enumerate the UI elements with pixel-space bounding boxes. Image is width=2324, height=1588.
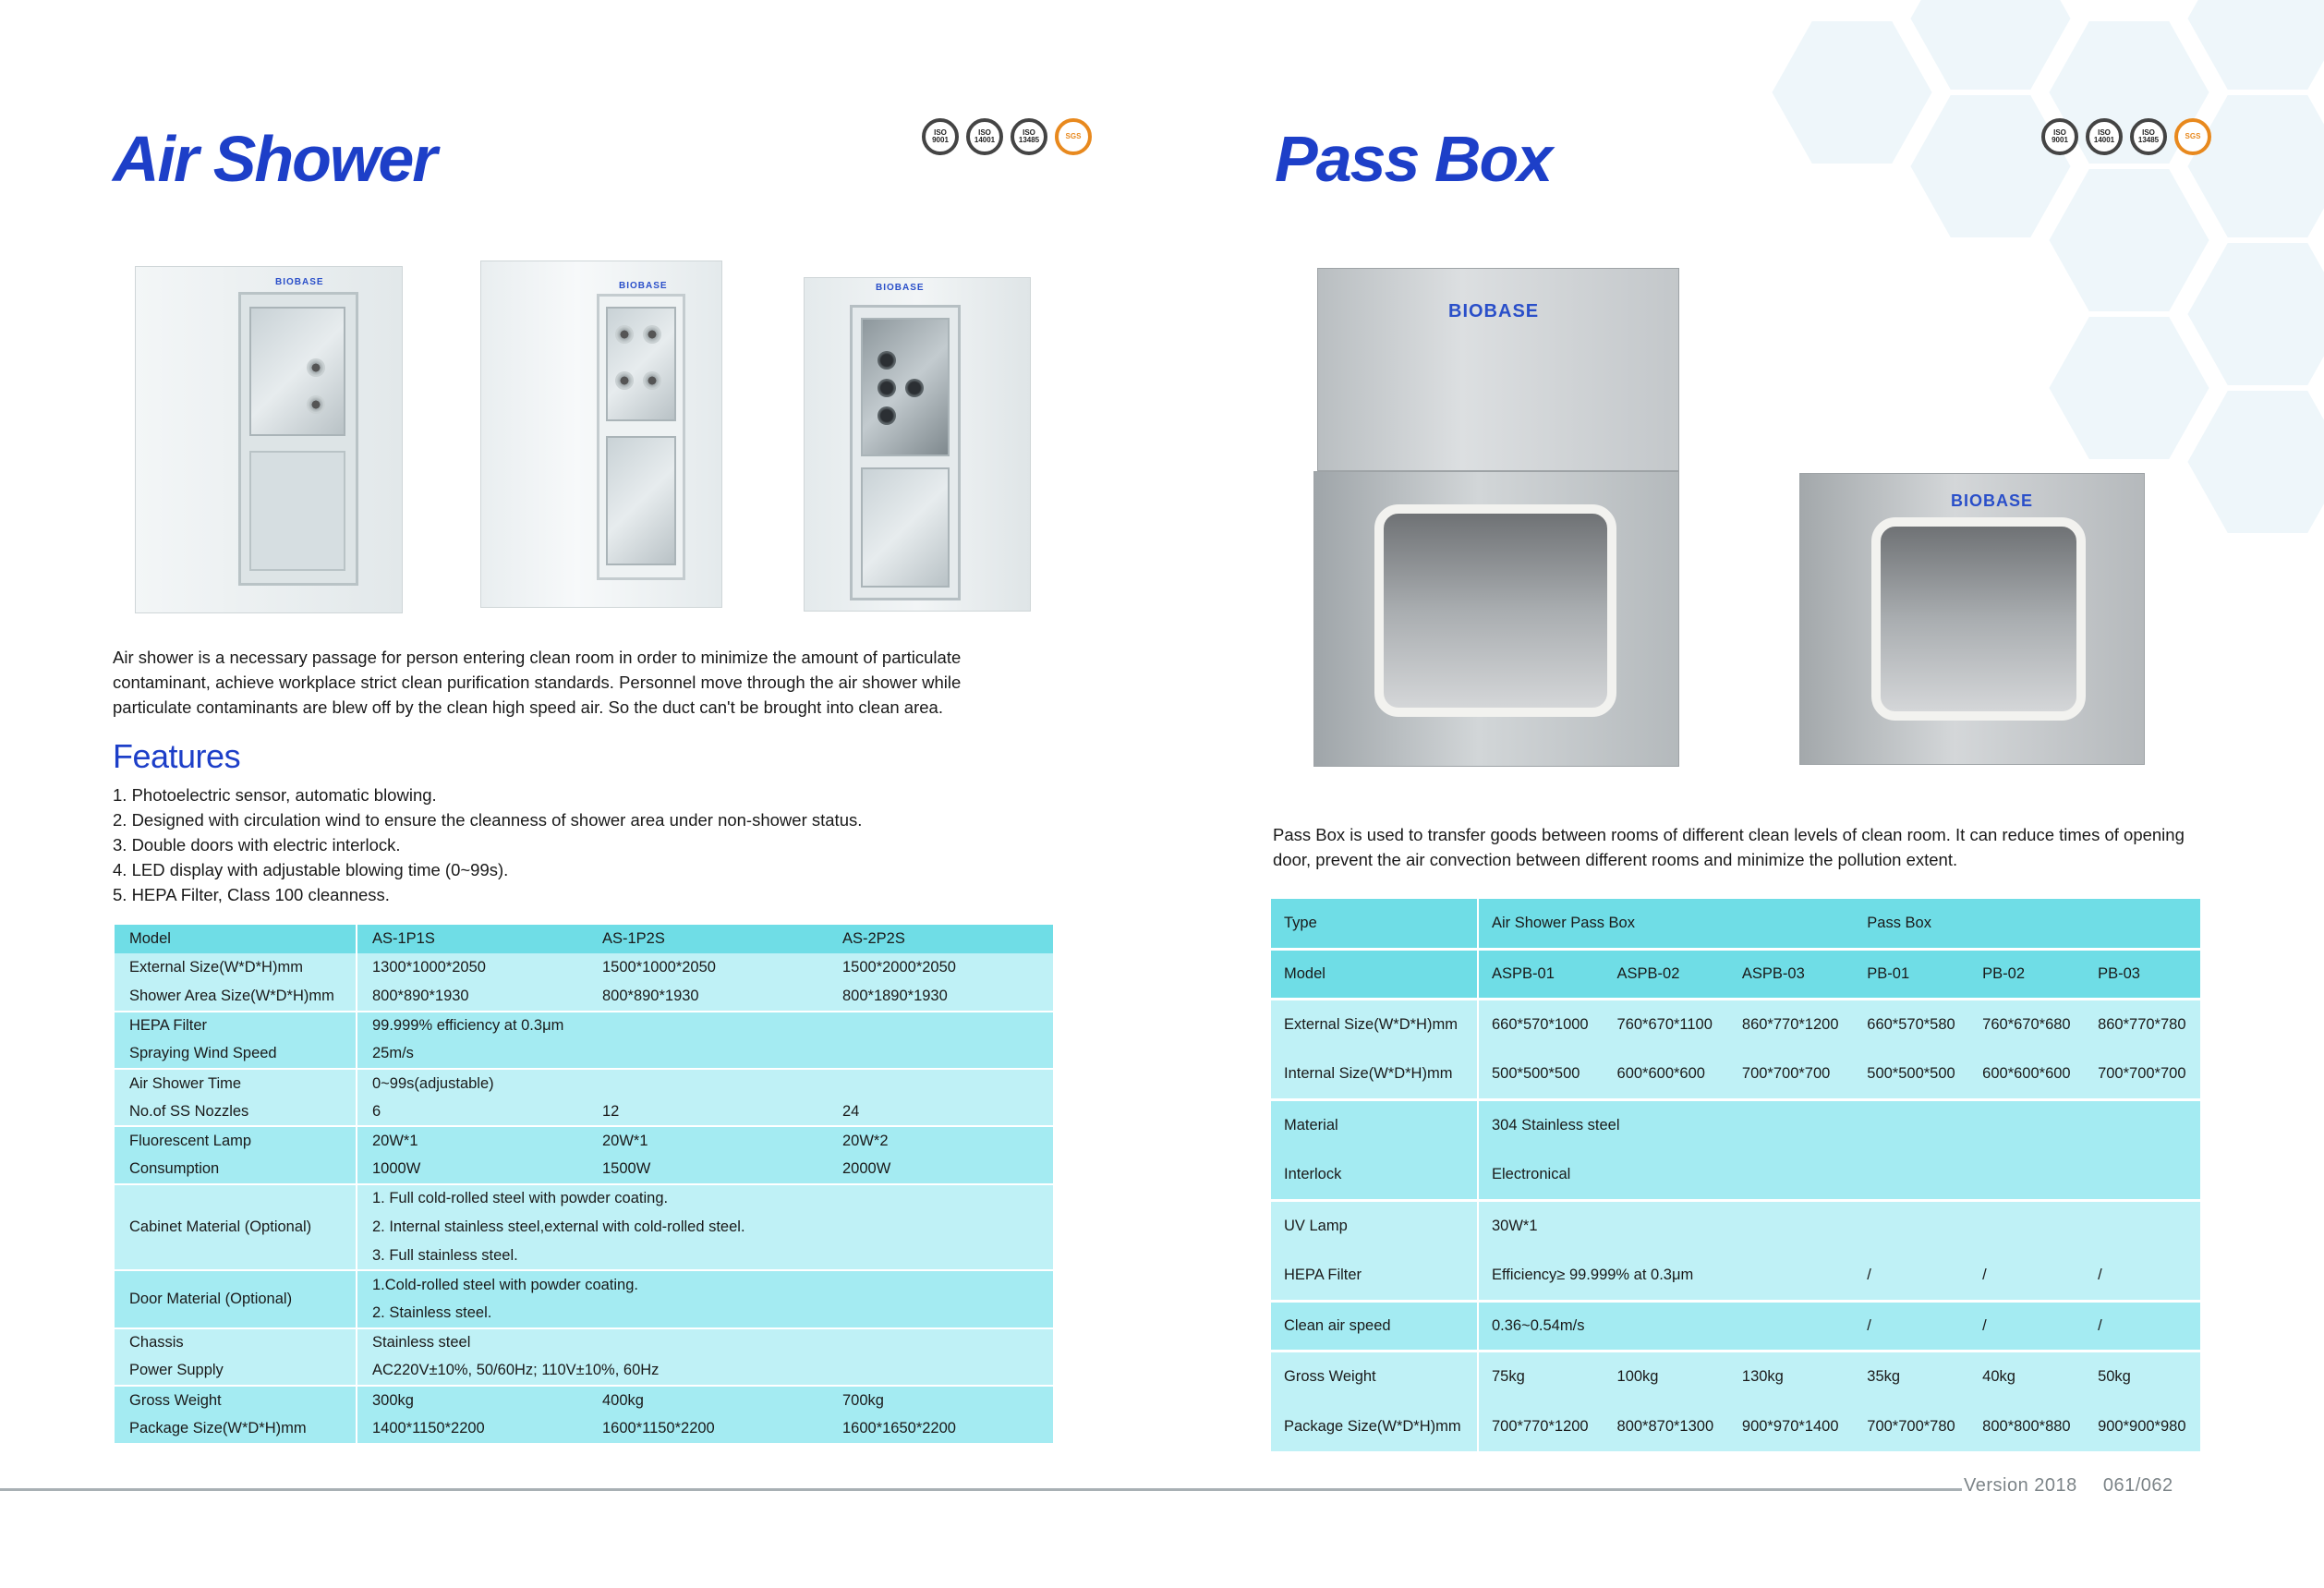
table-row [115, 982, 1053, 1011]
table-cell: 800*890*1930 [587, 982, 828, 1011]
table-cell: / [1854, 1251, 1969, 1301]
pass-box-description: Pass Box is used to transfer goods between rooms of different clean levels of clean room. It can reduce times of opening door, prevent the air convection between different rooms and minimize the pollution extent. [1273, 825, 2185, 869]
table-row [115, 1012, 1053, 1040]
table-cell: Shower Area Size(W*D*H)mm [115, 982, 357, 1011]
brand-logo: BIOBASE [1951, 491, 2034, 510]
iso-13485-badge: ISO 13485 [1011, 118, 1047, 155]
table-row [115, 1069, 1053, 1097]
table-cell: 1500*2000*2050 [828, 953, 1053, 982]
air-shower-pass-box-image [1313, 268, 1679, 767]
page-numbers: 061/062 [2102, 1475, 2173, 1496]
table-cell: Efficiency≥ 99.999% at 0.3μm [1478, 1251, 1854, 1301]
table-row [115, 1386, 1053, 1414]
table-cell: UV Lamp [1271, 1200, 1478, 1250]
features-list [113, 782, 862, 907]
footer-divider [0, 1488, 1962, 1491]
pass-box-spec-table [1271, 899, 2200, 1451]
table-cell: 3. Full stainless steel. [357, 1242, 1053, 1270]
table-row [115, 1328, 1053, 1357]
table-row [115, 1156, 1053, 1184]
table-cell: Package Size(W*D*H)mm [1271, 1401, 1478, 1451]
table-row [1271, 1301, 2200, 1351]
sgs-badge: SGS [2174, 118, 2211, 155]
table-cell: 500*500*500 [1854, 1049, 1969, 1099]
table-cell: PB-03 [2085, 949, 2200, 999]
brand-logo: BIOBASE [275, 277, 324, 287]
table-cell: 660*570*580 [1854, 1000, 1969, 1049]
list-item: 4. LED display with adjustable blowing time (0~99s). [113, 860, 509, 879]
table-cell: 700*700*700 [2085, 1049, 2200, 1099]
table-cell: Type [1271, 899, 1478, 949]
table-cell: HEPA Filter [115, 1012, 357, 1040]
list-item: 1. Photoelectric sensor, automatic blowing. [113, 785, 437, 805]
table-cell: Gross Weight [1271, 1352, 1478, 1401]
table-cell: 700*700*780 [1854, 1401, 1969, 1451]
table-cell: No.of SS Nozzles [115, 1097, 357, 1126]
table-row [1271, 1049, 2200, 1099]
table-cell: Fluorescent Lamp [115, 1126, 357, 1155]
table-cell: AS-2P2S [828, 925, 1053, 953]
table-row [115, 953, 1053, 982]
table-row [1271, 1251, 2200, 1301]
table-cell: 760*670*1100 [1604, 1000, 1729, 1049]
table-cell: / [1969, 1301, 2085, 1351]
table-cell: Chassis [115, 1328, 357, 1357]
brand-logo: BIOBASE [619, 281, 668, 291]
table-row [1271, 1352, 2200, 1401]
table-cell: Power Supply [115, 1357, 357, 1386]
table-cell: 800*870*1300 [1604, 1401, 1729, 1451]
air-shower-image-2 [480, 261, 722, 608]
table-cell: Internal Size(W*D*H)mm [1271, 1049, 1478, 1099]
table-cell: ASPB-01 [1478, 949, 1604, 999]
table-cell: 800*1890*1930 [828, 982, 1053, 1011]
table-cell: 304 Stainless steel [1478, 1100, 2200, 1150]
table-cell: AS-1P2S [587, 925, 828, 953]
air-shower-spec-table [115, 925, 1053, 1443]
table-cell: 860*770*780 [2085, 1000, 2200, 1049]
table-row [1271, 1000, 2200, 1049]
table-cell: Spraying Wind Speed [115, 1040, 357, 1069]
table-cell: 300kg [357, 1386, 587, 1414]
table-cell: Stainless steel [357, 1328, 1053, 1357]
table-cell: 2. Stainless steel. [357, 1299, 1053, 1327]
table-cell: 900*900*980 [2085, 1401, 2200, 1451]
table-cell: Consumption [115, 1156, 357, 1184]
table-cell: 660*570*1000 [1478, 1000, 1604, 1049]
table-cell: AC220V±10%, 50/60Hz; 110V±10%, 60Hz [357, 1357, 1053, 1386]
certification-badges [922, 118, 1092, 155]
table-cell: 760*670*680 [1969, 1000, 2085, 1049]
table-cell: PB-02 [1969, 949, 2085, 999]
table-cell: 25m/s [357, 1040, 1053, 1069]
iso-9001-badge: ISO 9001 [2041, 118, 2078, 155]
iso-9001-badge: ISO 9001 [922, 118, 959, 155]
air-shower-description: Air shower is a necessary passage for person entering clean room in order to minimize the amount of particulate contaminant, achieve workplace strict clean purification standards. Personnel move through the air shower while particulate contaminants are blew off by the clean high speed air. So the duct can't be brought into clean area. [113, 648, 962, 717]
table-cell: 2. Internal stainless steel,external with cold-rolled steel. [357, 1213, 1053, 1242]
air-shower-image-1 [135, 266, 403, 613]
table-cell: External Size(W*D*H)mm [115, 953, 357, 982]
table-header-row [1271, 949, 2200, 999]
table-header-row [115, 925, 1053, 953]
certification-badges [2041, 118, 2211, 155]
iso-14001-badge: ISO 14001 [2086, 118, 2123, 155]
table-row [1271, 1200, 2200, 1250]
table-cell: External Size(W*D*H)mm [1271, 1000, 1478, 1049]
table-cell: 1. Full cold-rolled steel with powder coating. [357, 1184, 1053, 1213]
table-row [1271, 1100, 2200, 1150]
brand-logo: BIOBASE [1448, 301, 1540, 321]
table-cell: 1500*1000*2050 [587, 953, 828, 982]
brand-logo: BIOBASE [876, 283, 925, 293]
table-cell: Door Material (Optional) [115, 1270, 357, 1327]
table-cell: 40kg [1969, 1352, 2085, 1401]
table-cell: 1400*1150*2200 [357, 1414, 587, 1443]
table-cell: 20W*2 [828, 1126, 1053, 1155]
table-cell: Air Shower Pass Box [1478, 899, 1854, 949]
table-cell: / [1969, 1251, 2085, 1301]
table-cell: 50kg [2085, 1352, 2200, 1401]
table-cell: 1600*1150*2200 [587, 1414, 828, 1443]
table-cell: 500*500*500 [1478, 1049, 1604, 1099]
iso-14001-badge: ISO 14001 [966, 118, 1003, 155]
table-cell: 24 [828, 1097, 1053, 1126]
table-cell: 700*700*700 [1729, 1049, 1854, 1099]
table-cell: Package Size(W*D*H)mm [115, 1414, 357, 1443]
table-cell: 35kg [1854, 1352, 1969, 1401]
table-cell: 100kg [1604, 1352, 1729, 1401]
table-cell: 30W*1 [1478, 1200, 2200, 1250]
table-row [115, 1040, 1053, 1069]
table-row [1271, 1401, 2200, 1451]
air-shower-title: Air Shower [113, 123, 436, 195]
sgs-badge: SGS [1055, 118, 1092, 155]
table-cell: 900*970*1400 [1729, 1401, 1854, 1451]
table-cell: Model [115, 925, 357, 953]
table-cell: 75kg [1478, 1352, 1604, 1401]
table-cell: / [2085, 1301, 2200, 1351]
table-cell: 130kg [1729, 1352, 1854, 1401]
table-cell: 0.36~0.54m/s [1478, 1301, 1854, 1351]
table-cell: 860*770*1200 [1729, 1000, 1854, 1049]
table-cell: / [2085, 1251, 2200, 1301]
version-label: Version 2018 [1964, 1475, 2077, 1496]
air-shower-image-3 [804, 277, 1031, 612]
table-cell: 600*600*600 [1969, 1049, 2085, 1099]
table-cell: 6 [357, 1097, 587, 1126]
table-cell: 1.Cold-rolled steel with powder coating. [357, 1270, 1053, 1299]
table-cell: 20W*1 [587, 1126, 828, 1155]
table-cell: Model [1271, 949, 1478, 999]
table-cell: 800*890*1930 [357, 982, 587, 1011]
table-cell: 800*800*880 [1969, 1401, 2085, 1451]
table-cell: 2000W [828, 1156, 1053, 1184]
table-row [115, 1270, 1053, 1299]
footer [1964, 1475, 2173, 1497]
pass-box-title: Pass Box [1275, 123, 1552, 195]
table-cell: AS-1P1S [357, 925, 587, 953]
table-cell: Interlock [1271, 1150, 1478, 1200]
table-row [115, 1126, 1053, 1155]
table-cell: PB-01 [1854, 949, 1969, 999]
table-cell: HEPA Filter [1271, 1251, 1478, 1301]
table-cell: 99.999% efficiency at 0.3μm [357, 1012, 1053, 1040]
table-row [1271, 1150, 2200, 1200]
table-cell: Pass Box [1854, 899, 2200, 949]
list-item: 5. HEPA Filter, Class 100 cleanness. [113, 885, 390, 904]
table-cell: Clean air speed [1271, 1301, 1478, 1351]
table-cell: 0~99s(adjustable) [357, 1069, 1053, 1097]
table-cell: ASPB-03 [1729, 949, 1854, 999]
table-header-row [1271, 899, 2200, 949]
table-cell: 600*600*600 [1604, 1049, 1729, 1099]
table-cell: 20W*1 [357, 1126, 587, 1155]
table-row [115, 1357, 1053, 1386]
table-cell: 400kg [587, 1386, 828, 1414]
table-cell: 1500W [587, 1156, 828, 1184]
table-cell: Air Shower Time [115, 1069, 357, 1097]
table-cell: Cabinet Material (Optional) [115, 1184, 357, 1271]
table-row [115, 1184, 1053, 1213]
table-cell: 700kg [828, 1386, 1053, 1414]
table-row [115, 1097, 1053, 1126]
table-row [115, 1414, 1053, 1443]
table-cell: 12 [587, 1097, 828, 1126]
table-cell: Electronical [1478, 1150, 2200, 1200]
pass-box-image [1799, 473, 2145, 765]
table-cell: Gross Weight [115, 1386, 357, 1414]
list-item: 3. Double doors with electric interlock. [113, 835, 401, 855]
table-cell: / [1854, 1301, 1969, 1351]
table-cell: 1600*1650*2200 [828, 1414, 1053, 1443]
list-item: 2. Designed with circulation wind to ensure the cleanness of shower area under non-shower status. [113, 810, 863, 830]
iso-13485-badge: ISO 13485 [2130, 118, 2167, 155]
features-heading: Features [113, 737, 241, 775]
table-cell: 700*770*1200 [1478, 1401, 1604, 1451]
table-cell: 1000W [357, 1156, 587, 1184]
table-cell: ASPB-02 [1604, 949, 1729, 999]
table-cell: Material [1271, 1100, 1478, 1150]
table-cell: 1300*1000*2050 [357, 953, 587, 982]
